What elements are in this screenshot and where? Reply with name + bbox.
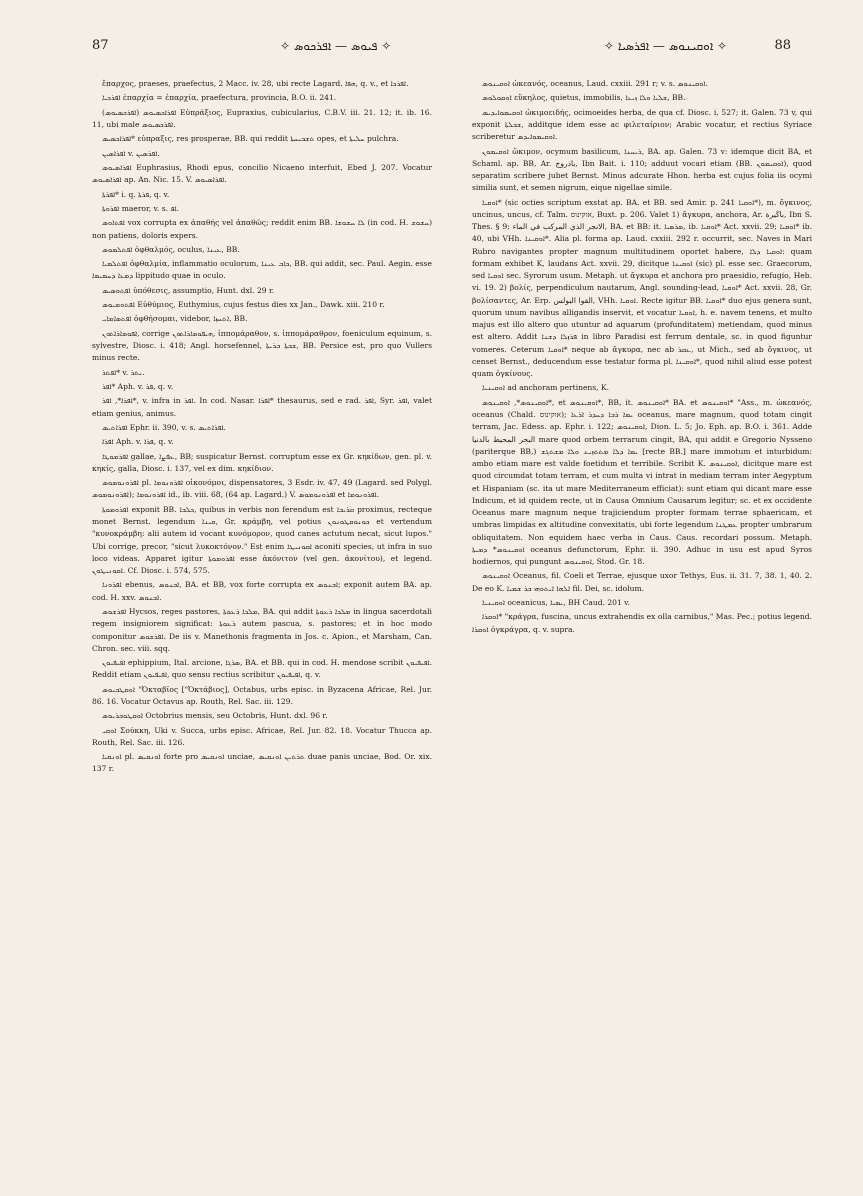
dictionary-entry: ܐܘܩܛܘܒܪܝܘܣ Octobrius mensis, seu Octobris, Hunt. dxl. 96 r. bbox=[102, 711, 328, 721]
dictionary-entry: ܐܦܪܬܐ* i. q. ܦܪܬܐ, q. v. bbox=[102, 189, 170, 199]
dictionary-entry: (ܐܦܪܟܣܝܘܣ) ܐܦܪܐܟܣܝܘܣ Εὐπράξιος, Eupraxius, cubicularius, C.B.V. iii. 21. 12; it. ib. 16. 11, ubi male ܐܦܪܟܣܝܘܣ. bbox=[92, 107, 433, 129]
dictionary-entry: ܐܦܪܐܟܣܝܣ* εὐπραξις, res prosperae, BB. qui reddit ܬܫܒܝܚܬܐ opes, et ܚܠܝܬܐ pulchra. bbox=[102, 134, 399, 144]
dictionary-entry: ܐܘܩܝܐ* (sic octies scriptum exstat ap. BA. et BB. sed Amir. p. 241 ܐܘܩܝܐ*), m. ὄγκινος, uncinus, uncus, cf. Talm. אוקינוס, Buxt. p. 206. Valet 1) ἄγκυρα, anchora, Ar. باڭيرة, Ibn S. Thes. § 9; الانجر الذي المركب في الماء, BA. et BB: it. ܡܪܣܝܐ, ib. ܐܘܩܝܐ* Act. xxvii. 29; ܐܘܩܝܐ* ib. 40, ubi VHh. ܐܘܩܝܢܐ*. Alia pl. forma ap. Laud. cxxiii. 292 r. occurrit, sec. Naves in Mari Rubro navigantes propter magnum multitudinem oportet habere, ܐܘܩܝܐ ܕܠܐ: quam formam exhibet K, laudans Act. xxvii. 29, dicitque ܐܘܩܝܢܐ (sic) pl. esse sec. Graecorum, sed ܐܘܩܝܐ sec. Syrorum usum. Metaph. ut ἄγκυρα et anchora pro praesidio, refugio, Heb. vi. 19. 2) βολίς, perpendiculum nautarum, Angl. sounding-lead, ܐܘܩܝܐ* Act. xxvii. 28, Gr. βολίσαντες, Ar. Erp. القوا البولس, VHh. ܐܘܩܝܐ. Recte igitur BB. ܐܘܩܝܐ* duo ejus genera sunt, quorum unum navibus alligandis inservit, et vocatur ܐܘܩܝܐ, h. e. navem tenens, et multo majus est illo altero quo utuntur ad aquarum (profunditatem) metiendam, quod minus est altero. Addit ܦܪܙܠܐ ܕܫܢܐ in libro Paradisi est ferrum dentale, sc. in quod figuntur vomeres. Ceterum ܐܘܩܝܐ* neque ab ἄγκυρα, nec ab ܥܩܪ, ut Mich., sed ab ὄγκινος, ut censet Bernst., deducendum esse testatur forma pl. ܐܘܩܝܢܐ*, quod nihil aliud esse potest quam ὀγκίνους. bbox=[472, 197, 813, 379]
dictionary-entry: ܐܦܪܡܘܛܐ gallae, ܥܦܨܐ, BB; suspicatur Bernst. corruptum esse ex Gr. κηκίδων, gen. pl. v. κηκίς, galla, Diosc. i. 137, vel ex dim. κηκίδιον. bbox=[92, 451, 432, 473]
dictionary-entry: ܐܘܩܝܢܘܣ ὠκεανός, oceanus, Laud. cxxiii. 291 r; v. s. ܐܘܩܝܢܘܣ. bbox=[482, 79, 708, 88]
dictionary-entry: ܐܘܢܩܝܐ pl. ܐܘܢܩܝܣ forte pro ܐܘܢܩܝܣ unciae, ܬܪܬܝܢ ܐܘܢܩܝܣ duae panis unciae, Bod. Or. xix. 137 r. bbox=[92, 752, 433, 774]
left-page-number: 87 bbox=[92, 38, 109, 53]
dictionary-entry: ܐܘܩܝܡܘܢ ὤκιμον, ocymum basilicum, ܪܝܚܢܐ, BA. ap. Galen. 73 v: idemque dicit BA, et Schaml. ap. BB, Ar. باذروج, Ibn Bait. i. 110; adduut vocari etiam (BB. ܐܘܩܝܡܘܢ), quod separatim scribere jubet Bernst. Minus adcurate Hhon. herba est cujus folia iis ocymi similia sunt, et semen nigrum, eique nigellae simile. bbox=[472, 146, 813, 193]
right-column bbox=[472, 78, 812, 638]
page-header bbox=[92, 38, 791, 60]
left-running-title: ✧ ܦܝܘܣ — ܐܦܪܟܘܣ ✧ bbox=[280, 39, 392, 53]
left-column bbox=[92, 78, 432, 778]
dictionary-entry: ܐܘܩܛܒܝܘܣ "Ὀκταβῖος ["Ὀκτάβιος], Octabus, urbs episc. in Byzacena Africae, Rel. Jur. 86. 16. Vocatur Octavus ap. Routh, Rel. Sac. iii. 129. bbox=[92, 684, 432, 706]
dictionary-entry: ܐܘܩܝ Σούκκη, Uki v. Succa, urbs episc. Africae, Rel. Jur. 82. 18. Vocatur Thucca ap. Routh, Rel. Sac. iii. 126. bbox=[92, 725, 432, 747]
right-running-title: ✧ ܐܘܩܝܢܘܣ — ܐܦܪܣܝܐ ✧ bbox=[604, 39, 728, 53]
right-page-number: 88 bbox=[774, 38, 791, 53]
dictionary-entry: ܐܦܬܠܡܝܐ ὀφθαλμία, inflammatio oculorum, ܟܐܒ ܥܝܢܐ, BB. qui addit, sec. Paul. Aegin. esse ܕܡܥܐ ܕܚܡܝܡܐ lippitudo quae in oculo. bbox=[92, 259, 432, 281]
dictionary-entry: ܐܦܪܐܣܝܢ v. ܐܦܪܣܝܢ. bbox=[102, 148, 160, 158]
dictionary-entry: ܐܦܪܐܣܝܘܣ Euphrasius, Rhodi epus, concilio Nicaeno interfuit, Ebed J. 207. Vocatur ܐܦܪܐܣܝܘܣ ap. An. Nic. 15. V. ܐܦܪܐܣܝܘܣ. bbox=[92, 162, 432, 185]
dictionary-entry: ܐܦܪܐܬܝܣ Ephr. ii. 390, v. s. ܐܦܪܐܬܝܣ. bbox=[102, 422, 226, 432]
dictionary-entry: ܐܦܬܐܘܣ vox corrupta ex ἀπαθής vel ἀπαθῶς; reddit enim BB. ܠܐ ܚܫܘܫܐ (in cod. H. ܚܫܘܫ) non patiens, doloris expers. bbox=[92, 218, 433, 240]
dictionary-entry: ἔπαρχος, praeses, praefectus, 2 Macc. iv. 28, ubi recte Lagard. ܗܦܐ, q. v., et ܐܦܪܟܐ. bbox=[102, 79, 409, 88]
dictionary-entry: ܐܘܩܪܐ* "κράγρα, fuscina, uncus extrahendis ex olla carnibus," Mas. Pec.; potius legend. ܐܘܩܪܐ ὀγκράγρα, q. v. supra. bbox=[472, 612, 812, 634]
dictionary-entry: ܐܦܬܘܣܝܣ ὑπόθεσις, assumptio, Hunt. dxl. 29 r. bbox=[102, 285, 275, 295]
dictionary-entry: ܐܦܬܘܡܝܘܣ Εὐθύμιος, Euthymius, cujus festus dies xx Jan., Dawk. xiii. 210 r. bbox=[102, 300, 385, 310]
dictionary-entry: ܐܘܩܝܡܘܐܝܕܝܣ ὠκιμοειδής, ocimoeides herba, de qua cf. Diosc. i. 527; it. Galen. 73 v, qui exponit ܫܒܠܬܐ, additque idem esse ac φιλεταίριον; Arabic vocatur, et rectius Syriace scriberetur ܐܘܩܝܡܘܐܝܕܣ. bbox=[472, 107, 813, 142]
dictionary-entry: ܐܦܬܣܐܡܐܝ ὀφθήσομαι, videbor, ܐܬܚܙܐ, BB. bbox=[102, 314, 248, 324]
dictionary-entry: ܐܘܩܝܢܝܐ oceanicus, ܝܡܝܐ, BH Caud. 201 v. bbox=[482, 598, 630, 607]
dictionary-entry: ܐܦܪܐ Aph. v. ܦܪܐ, q. v. bbox=[102, 437, 174, 447]
dictionary-entry: ܐܦܬܠܡܘܣ ὀφθαλμός, oculus, ܥܝܢܐ, BB. bbox=[102, 244, 240, 254]
dictionary-entry: ܐܘܩܘܠܘܣ εὔκηλος, quietus, immobilis, ܫܠܝܐ ܘܠܐ ܙܝܥܐ, BB. bbox=[482, 93, 686, 103]
dictionary-entry: ܐܦܪ* Aph. v. ܦܪ, q. v. bbox=[102, 382, 174, 391]
dictionary-entry: ܐܘܩܝܢܘܣ*, ܐܘܩܝܢܘܣ*, et ܐܘܩܝܢܘܣ*, BB, it. ܐܘܩܝܢܘܣ* BA. et ܐܘܩܝܢܘܣ* "Ass., m. ὠκεανός, oceanus (Chald. אוקינוס); ܝܡܐ ܪܒܐ ܕܚܕܪ ܐܪܥܐ oceanus, mare magnum, quod totam cingit terram, Jac. Edess. ap. Ephr. i. 122; ܐܘܩܝܢܘܣ, Dion. L. 5; Jo. Eph. ap. B.O. i. 361. Adde البحر المحيط بالدنيا mare quod orbem terrarum cingit, BA, qui addit e Gregorio Nysseno (pariterque BB,) ܝܡܐ ܕܠܐ ܡܬܬܙܝܥ ܘܠܐ ܡܫܬܓܫ [recte BB.] mare immotum et inturbidum: ambo etiam mare est valde foetidum et terribile. Scribit K. ܐܘܩܝܢܘܣ, dicitque mare est quod circumdat totam terram, et cum multa vi intrat in mediam terram inter Aegyptum et Hispaniam (sc. ita ut mare Mediterraneum efficiat): sunt etiam qui dicant mare esse Indicum, et id quidem recte, ut in Causa Omnium Causarum legitur; sc. et ex occidente Oceanus mare magnum neque trajiciendum propter formam terrae sphaericam, et umbras limpidas ex altitudine convexitatis, ubi forte legendum ܥܡܛܢܐ propter umbrarum obliquitatem. Non equidem haec verba in Caus. Caus. recordari possum. Metaph. ܐܘܩܝܢܘܣ* ܕܡܝܬܐ oceanus defunctorum, Ephr. ii. 390. Adhuc in usu est apud Syros hodiernos, qui pungunt ܐܘܩܝܢܘܣ, Stod. Gr. 18. bbox=[472, 397, 813, 567]
dictionary-entry: ܐܦܪܘܢܘܡܘܣ pl. ܐܦܪܘܢܘܡܐ οἰκονόμοι, dispensatores, 3 Esdr. iv. 47, 49 (Lagard. sed Polygl. ܐܦܪܘܢܘܡܘܣ); ܐܦܪܘܢܘܡܐ id., ib. viii. 68, (64 ap. Lagard.) V. ܐܦܪܘܢܘܡܘܣ et ܐܦܪܘܢܘܡܐ. bbox=[92, 478, 432, 500]
dictionary-entry: ܐܦܝܦܝܘܢ ephippium, Ital. arcione, ܣܪܓܐ, BA. et BB. qui in cod. H. mendose scribit ܐܦܝܦܝܘܢ. Reddit etiam ܐܦܝܦܝܘܢ, quo sensu rectius scribitur ܐܦܝܦܝܘܢ, q. v. bbox=[92, 658, 432, 680]
dictionary-entry: ܐܦܘܡܐܪܐܬܘܢ, corrige ܗܝܦܘܡܐܪܐܬܘܢ, ἱππομάραθον, s. ἱππομάραθρον, foeniculum equinum, s. sylvestre, Diosc. i. 418; Angl. horsefennel, ܫܒܬܐ ܒܪܝܬܐ, BB. Persice est, pro quo Vullers minus recte. bbox=[92, 328, 432, 363]
dictionary-entry: ܐܦܪܐ*, ܐܦܪ*, v. infra in ܐܦܪ. In cod. Nasar. ܐܦܪܐ* thesaurus, sed e rad. ܐܦܪ, Syr. ܐܦܪ, valet etiam genius, animus. bbox=[92, 396, 433, 418]
dictionary-entry: ܐܘܩܝܢܝܐ ad anchoram pertinens, K. bbox=[482, 383, 609, 393]
dictionary-entry: ܐܦܪܟܝܐ ἐπαρχία = ἐπαρχία, praefectura, provincia, B.O. ii. 241. bbox=[102, 93, 337, 103]
dictionary-entry: ܐܦܪܘܬܐ maeror, v. s. ܐܦ. bbox=[102, 203, 180, 213]
dictionary-entry: ܐܦܪܘܡܘܬܐ exponit BB. ܟܠܒܐ, quibus in verbis non ferendum est ܩܪܝܒܐ proximus, recteque monet Bernst. legendum ܩܝܢܐ, Gr. κράμβη, vel potius ܟܘܢܘܩܛܘܢܘܢ et vertendum "κυνοκράμβη: alii autem id vocant κυνόμορον, quod canes actutum necat, sicut lupos." Ubi corrige, precor, "sicut λυκοκτόνον." Est enim ܐܩܘܢܝܛܐ aconiti species, ut infra in suo loco videas. Apparet igitur ܐܦܪܘܡܘܬܐ esse ἀκόνιτον (vel gen. ἀκονίτου), et legend. ܐܩܘܢܝܛܘܢ. Cf. Diosc. i. 574, 575. bbox=[92, 504, 433, 576]
dictionary-entry: ܐܘܩܝܢܘܣ Oceanus, fil. Coeli et Terrae, ejusque uxor Tethys, Eus. ii. 31. 7, 38. 1, 40. 2. De eo K. ܐܠܗܐ ܐܝܬܘܗܝ ܒܪ ܫܡܝܐ fil. Dei, sc. idolum. bbox=[472, 571, 812, 593]
dictionary-entry: ܐܦܬܪ* v. ܝܬܪ. bbox=[102, 367, 145, 377]
dictionary-entry: ܐܦܪܘܢܐ ebenus, ܐܒܢܘܣ, BA. et BB, vox forte corrupta ex ܐܒܢܘܣ; exponit autem BA. ap. cod. H. xxv. ܐܒܢܘܣ. bbox=[92, 580, 433, 602]
dictionary-entry: ܐܦܪܫܘܣ Hycsos, reges pastores, ܡܠܟܐ ܪܥܘܬܐ, BA. qui addit ܡܠܟܐ ܪܥܘܬܐ in lingua sacerdotali regem insigniorem significat: ܪܥܘܬܐ autem pascua, s. pastores; et in hoc modo componitur ܐܦܪܫܘܣ. De iis v. Manethonis fragmenta in Jos. c. Apion., et Marsham, Can. Chron. sec. viii. sqq. bbox=[92, 607, 432, 653]
